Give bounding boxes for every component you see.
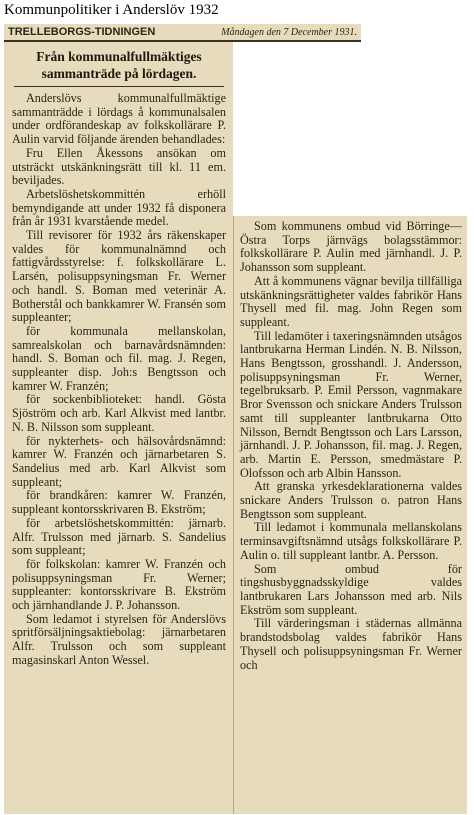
article-left-column: [12, 92, 226, 668]
article-paragraph: för sockenbiblioteket: handl. Gösta Sjöström och arb. Karl Alkvist med lantbr. N. B. Nilsson som suppleant.: [12, 392, 226, 434]
article-paragraph: för kommunala mellanskolan, samrealskolan och barnavårdsnämnden: handl. S. Boman och fil. mag. J. Regen, suppleanter disp. Joh:s Bengtsson och kamrer W. Franzén;: [12, 323, 226, 393]
article-right-column: [240, 220, 462, 672]
article-paragraph: för brandkåren: kamrer W. Franzén, suppleant kontorsskrivaren B. Ekström;: [12, 488, 226, 517]
column-divider: [233, 216, 234, 814]
headline-divider: [14, 86, 224, 87]
article-paragraph: för folkskolan: kamrer W. Franzén och polisuppsyningsman Fr. Werner; suppleanter: kontorsskrivare B. Ekström och järnhandlande J. P. Johansson.: [12, 556, 226, 613]
article-paragraph: Till revisorer för 1932 års räkenskaper valdes för kommunalnämnd och fattigvårdsstyrelse: f. folkskollärare L. Larsén, polisuppsyningsman Fr. Werner och handl. S. Boman med veterinär A. Botherstål och bankkamrer W. Fransén som suppleanter;: [12, 228, 226, 325]
article-paragraph: Som ombud för tingshusbyggnadsskyldige valdes lantbrukaren Lars Johansson med arb. Nils Ekström som suppleant.: [240, 561, 462, 617]
article-paragraph: Till ledamot i kommunala mellanskolans terminsavgiftsnämnd utsågs folkskollärare P. Aulin o. till suppleant lantbr. A. Persson.: [240, 520, 462, 562]
article-paragraph: för nykterhets- och hälsovårdsnämnd: kamrer W. Franzén och järnarbetaren S. Sandelius med arb. Karl Alkvist som suppleant;: [12, 433, 226, 489]
article-paragraph: Till ledamöter i taxeringsnämnden utsågos lantbrukarna Herman Lindén. N. B. Nilsson, Hans Bengtsson, grosshandl. J. Andersson, polisuppsyningsman Fr. Werner, tegelbruksarb. P. Emil Persson, vagnmakare Bror Svensson och snickare Anders Trulsson samt till suppleanter lantbrukarna Otto Nilsson, Berndt Bengtsson och Lars Larsson, järnhandl. J. P. Johansson, fil. mag. J. Regen, arb. Martin E. Persson, smedmästare P. Olofsson och arb Albin Hansson.: [240, 328, 462, 480]
article-paragraph: Till värderingsman i städernas allmänna brandstodsbolag valdes fabrikör Hans Thysell och polisuppsyningsman Fr. Werner och: [240, 616, 462, 672]
article-paragraph: för arbetslöshetskommittén: järnarb. Alfr. Trulsson med järnarb. S. Sandelius som suppleant;: [12, 515, 226, 558]
article-paragraph: Som kommunens ombud vid Börringe—Östra Torps järnvägs bolagsstämmor: folkskollärare P. Aulin med järnhandl. J. P. Johansson som suppleant.: [240, 219, 462, 275]
newspaper-name: TRELLEBORGS-TIDNINGEN: [8, 26, 156, 38]
newspaper-date: Måndagen den 7 December 1931.: [221, 26, 357, 38]
article-paragraph: Fru Ellen Åkessons ansökan om utsträckt utskänkningsrätt till kl. 11 em. beviljades.: [12, 145, 226, 188]
article-headline: Från kommunalfullmäktiges sammanträde på lördagen.: [36, 49, 202, 81]
article-paragraph: Att å kommunens vägnar bevilja tillfälliga utskänkningsrättigheter valdes fabrikör Hans Thysell med fil. mag. John Regen som suppleant.: [240, 273, 462, 329]
article-paragraph: Som ledamot i styrelsen för Anderslövs spritförsäljningsaktiebolag: järnarbetaren Alfr. Trulsson och som suppleant magasinskarl Anton Wessel.: [12, 611, 226, 667]
article-paragraph: Att granska yrkesdeklarationerna valdes snickare Anders Trulsson o. patron Hans Bengtsson som suppleant.: [240, 479, 462, 521]
article-paragraph: Anderslövs kommunalfullmäktige sammanträdde i lördags å kommunalsalen under ordförandeskap av folkskollärare P. Aulin varvid följande ärenden behandlades:: [12, 91, 226, 147]
newspaper-masthead: [4, 24, 361, 42]
article-paragraph: Arbetslöshetskommittén erhöll bemyndigande att under 1932 få disponera från år 1931 kvarstående medel.: [12, 186, 226, 229]
page-title: Kommunpolitiker i Anderslöv 1932: [4, 2, 219, 18]
